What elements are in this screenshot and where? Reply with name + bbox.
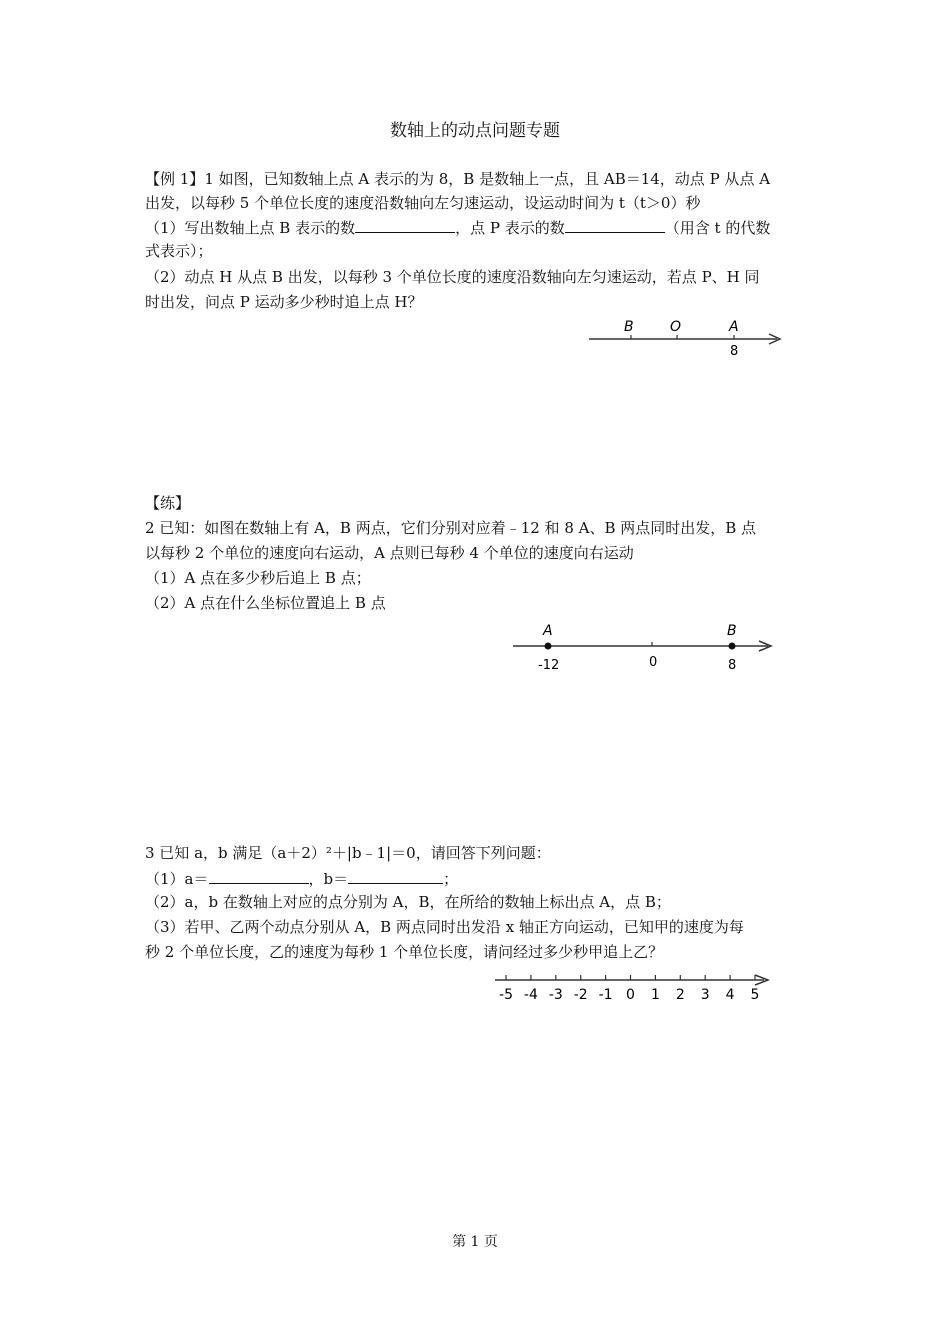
example1-line2: 出发，以每秒 5 个单位长度的速度沿数轴向左匀速运动，设运动时间为 t（t＞0）秒 — [145, 194, 701, 212]
point-b-dot — [729, 643, 736, 650]
problem3-question1 — [145, 867, 458, 890]
number-line-practice2 — [510, 618, 780, 676]
axis-value-neg12: -12 — [538, 658, 560, 673]
problem3-line1: 3 已知 a，b 满足（a＋2）²＋|b﹣1|＝0，请回答下列问题： — [145, 844, 551, 862]
p3-q1-text-a: （1）a＝ — [145, 870, 209, 888]
axis-tick-label: -4 — [523, 987, 538, 1003]
axis-tick-label: -2 — [573, 987, 588, 1003]
example1-question2-line2: 时出发，问点 P 运动多少秒时追上点 H？ — [145, 293, 423, 311]
practice2-line2: 以每秒 2 个单位的速度向右运动，A 点则已每秒 4 个单位的速度向右运动 — [145, 544, 634, 562]
axis-tick-label: -1 — [598, 987, 613, 1003]
number-line-example1 — [585, 315, 790, 360]
example1-question2-line1: （2）动点 H 从点 B 出发，以每秒 3 个单位长度的速度沿数轴向左匀速运动，若点 P、H 同 — [145, 268, 760, 286]
q1-text-c: （用含 t 的代数 — [664, 219, 771, 237]
example1-question1 — [145, 216, 770, 239]
q1-text-b: ，点 P 表示的数 — [455, 219, 565, 237]
axis-tick-label: 3 — [700, 987, 710, 1003]
point-a-dot — [545, 643, 552, 650]
page-footer: 第 1 页 — [452, 1234, 498, 1250]
example1-question1-cont: 式表示）； — [145, 242, 213, 260]
practice-tag: 【练】 — [145, 494, 191, 512]
example1-tag: 【例 1】 — [145, 170, 205, 188]
axis-label-a: A — [729, 319, 739, 335]
problem3-question3-line1: （3）若甲、乙两个动点分别从 A，B 两点同时出发沿 x 轴正方向运动，已知甲的速度为每 — [145, 918, 744, 936]
q1-text-a: （1）写出数轴上点 B 表示的数 — [145, 219, 356, 237]
axis-tick-label: 2 — [675, 987, 685, 1003]
answer-blank-b[interactable] — [355, 216, 455, 233]
axis-value-0: 0 — [649, 655, 658, 670]
example1-line1 — [145, 168, 770, 190]
practice2-question2: （2）A 点在什么坐标位置追上 B 点 — [145, 594, 386, 612]
answer-blank-a[interactable] — [209, 867, 309, 884]
problem3-question3-line2: 秒 2 个单位长度，乙的速度为每秒 1 个单位长度，请问经过多少秒甲追上乙？ — [145, 943, 664, 961]
axis-tick-label: -5 — [499, 987, 513, 1003]
axis-tick-label: 5 — [750, 987, 760, 1003]
example1-text: 1 如图，已知数轴上点 A 表示的为 8，B 是数轴上一点，且 AB＝14，动点 P 从点 A — [204, 170, 771, 188]
axis-value-8: 8 — [728, 658, 737, 673]
page-title: 数轴上的动点问题专题 — [390, 121, 560, 141]
axis-tick-label: 0 — [626, 987, 635, 1003]
axis-label-a: A — [543, 623, 553, 639]
practice2-line1: 2 已知：如图在数轴上有 A，B 两点，它们分别对应着﹣12 和 8 A、B 两点同时出发，B 点 — [145, 519, 757, 537]
axis-value-8: 8 — [730, 344, 739, 359]
answer-blank-p[interactable] — [565, 216, 665, 233]
practice2-question1: （1）A 点在多少秒后追上 B 点； — [145, 569, 371, 587]
axis-label-o: O — [670, 319, 682, 335]
axis-tick-label: -3 — [548, 987, 563, 1003]
axis-tick-label: 4 — [725, 987, 735, 1003]
number-line-problem3 — [492, 966, 777, 1006]
axis-label-b: B — [624, 319, 634, 335]
axis-tick-label: 1 — [650, 987, 660, 1003]
p3-q1-text-b: ，b＝ — [308, 870, 349, 888]
axis-label-b: B — [727, 623, 737, 639]
p3-q1-text-c: ； — [443, 870, 459, 888]
problem3-question2: （2）a，b 在数轴上对应的点分别为 A，B，在所给的数轴上标出点 A，点 B； — [145, 893, 671, 911]
answer-blank-b[interactable] — [348, 867, 443, 884]
